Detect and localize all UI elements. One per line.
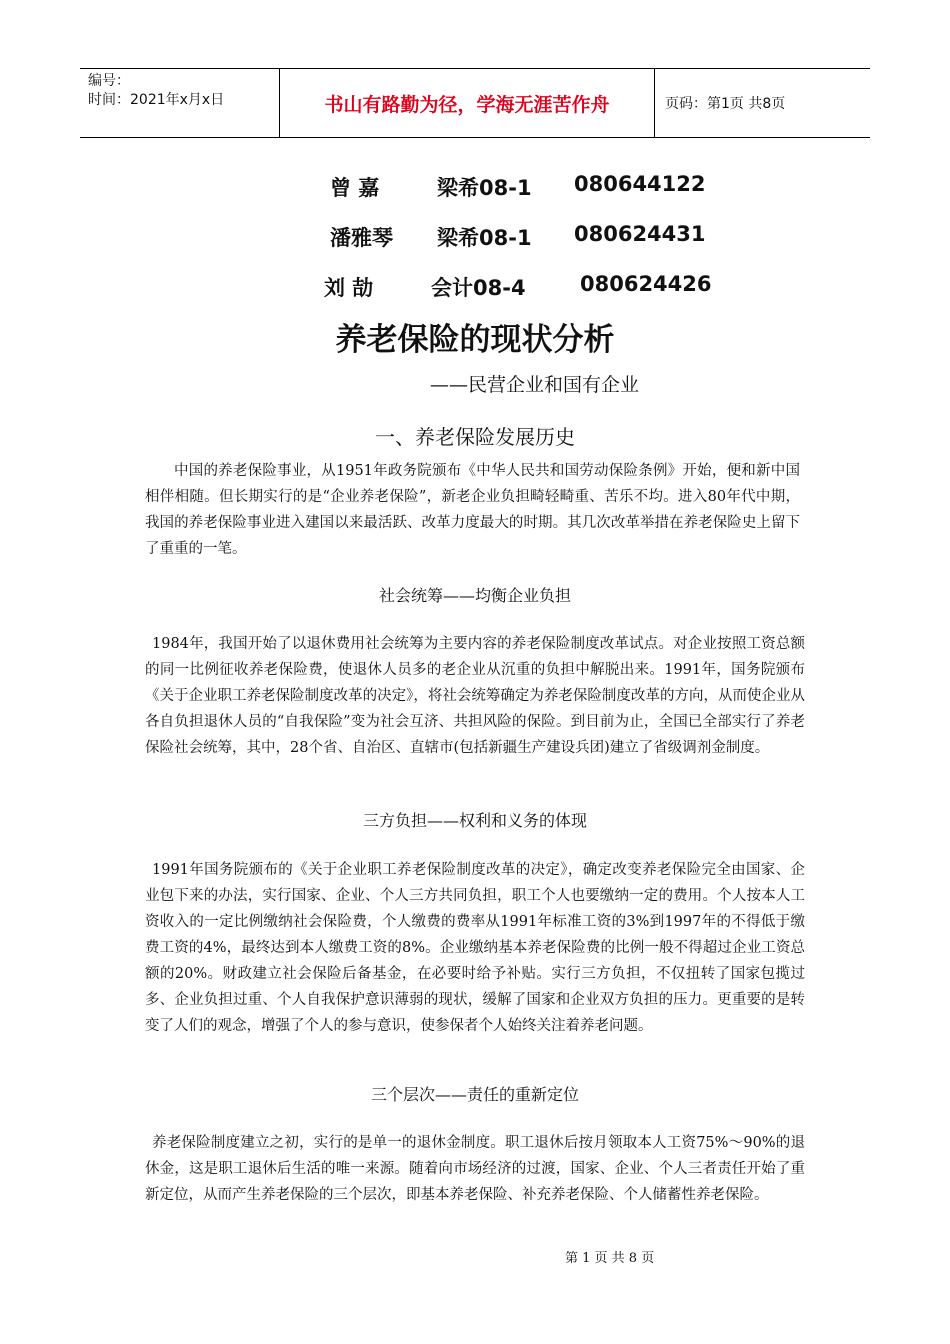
section-heading-history: 一、养老保险发展历史 (375, 425, 575, 449)
paragraph-three-levels: 养老保险制度建立之初，实行的是单一的退休金制度。职工退休后按月领取本人工资75%～90%的退休金，这是职工退休后生活的唯一来源。随着向市场经济的过渡，国家、企业、个人三者责任开始了重新定位，从而产生养老保险的三个层次，即基本养老保险、补充养老保险、个人储蓄性养老保险。 (145, 1135, 805, 1203)
document-subtitle: ——民营企业和国有企业 (430, 374, 640, 396)
author-id: 080644122 (574, 172, 706, 196)
author-name: 潘雅琴 (330, 226, 393, 250)
author-class: 会计08-4 (431, 276, 526, 300)
subheading-three-levels: 三个层次——责任的重新定位 (370, 1085, 579, 1104)
author-name: 刘 劼 (324, 276, 374, 300)
author-id: 080624426 (580, 272, 712, 296)
header-motto: 书山有路勤为径，学海无涯苦作舟 (280, 69, 655, 137)
subheading-social-pooling: 社会统筹——均衡企业负担 (378, 586, 571, 605)
time-label: 时间：2021年x月x日 (88, 92, 225, 108)
paragraph-three-party: 1991年国务院颁布的《关于企业职工养老保险制度改革的决定》，确定改变养老保险完全由国家、企业包下来的办法，实行国家、企业、个人三方共同负担，职工个人也要缴纳一定的费用。个人按本人工资收入的一定比例缴纳社会保险费，个人缴费的费率从1991年标准工资的3%到1997年的不得低于缴费工资的4%，最终达到本人缴费工资的8%。企业缴纳基本养老保险费的比例一般不得超过企业工资总额的20%。财政建立社会保险后备基金，在必要时给予补贴。实行三方负担，不仅扭转了国家包揽过多、企业负担过重、个人自我保护意识薄弱的现状，缓解了国家和企业双方负担的压力。更重要的是转变了人们的观念，增强了个人的参与意识，使参保者个人始终关注着养老问题。 (145, 862, 805, 1034)
header-meta (80, 69, 280, 137)
document-header (80, 68, 870, 138)
page-footer: 第 1 页 共 8 页 (565, 1251, 655, 1266)
header-page-info: 页码：第1页 共8页 (665, 96, 786, 112)
author-class: 梁希08-1 (437, 176, 532, 200)
author-name: 曾 嘉 (330, 176, 380, 200)
number-label: 编号： (88, 73, 130, 89)
paragraph-social-pooling: 1984年，我国开始了以退休费用社会统筹为主要内容的养老保险制度改革试点。对企业按照工资总额的同一比例征收养老保险费，使退休人员多的老企业从沉重的负担中解脱出来。1991年，国务院颁布《关于企业职工养老保险制度改革的决定》，将社会统筹确定为养老保险制度改革的方向，从而使企业从各自负担退休人员的“自我保险”变为社会互济、共担风险的保险。到目前为止，全国已全部实行了养老保险社会统筹，其中，28个省、自治区、直辖市(包括新疆生产建设兵团)建立了省级调剂金制度。 (145, 636, 805, 756)
author-id: 080624431 (574, 222, 706, 246)
document-title: 养老保险的现状分析 (335, 322, 615, 358)
author-class: 梁希08-1 (437, 226, 532, 250)
paragraph-history: 中国的养老保险事业，从1951年政务院颁布《中华人民共和国劳动保险条例》开始，便和新中国相伴相随。但长期实行的是“企业养老保险”，新老企业负担畸轻畸重、苦乐不均。进入80年代中期，我国的养老保险事业进入建国以来最活跃、改革力度最大的时期。其几次改革举措在养老保险史上留下了重重的一笔。 (145, 463, 800, 557)
subheading-three-party: 三方负担——权利和义务的体现 (362, 811, 587, 830)
